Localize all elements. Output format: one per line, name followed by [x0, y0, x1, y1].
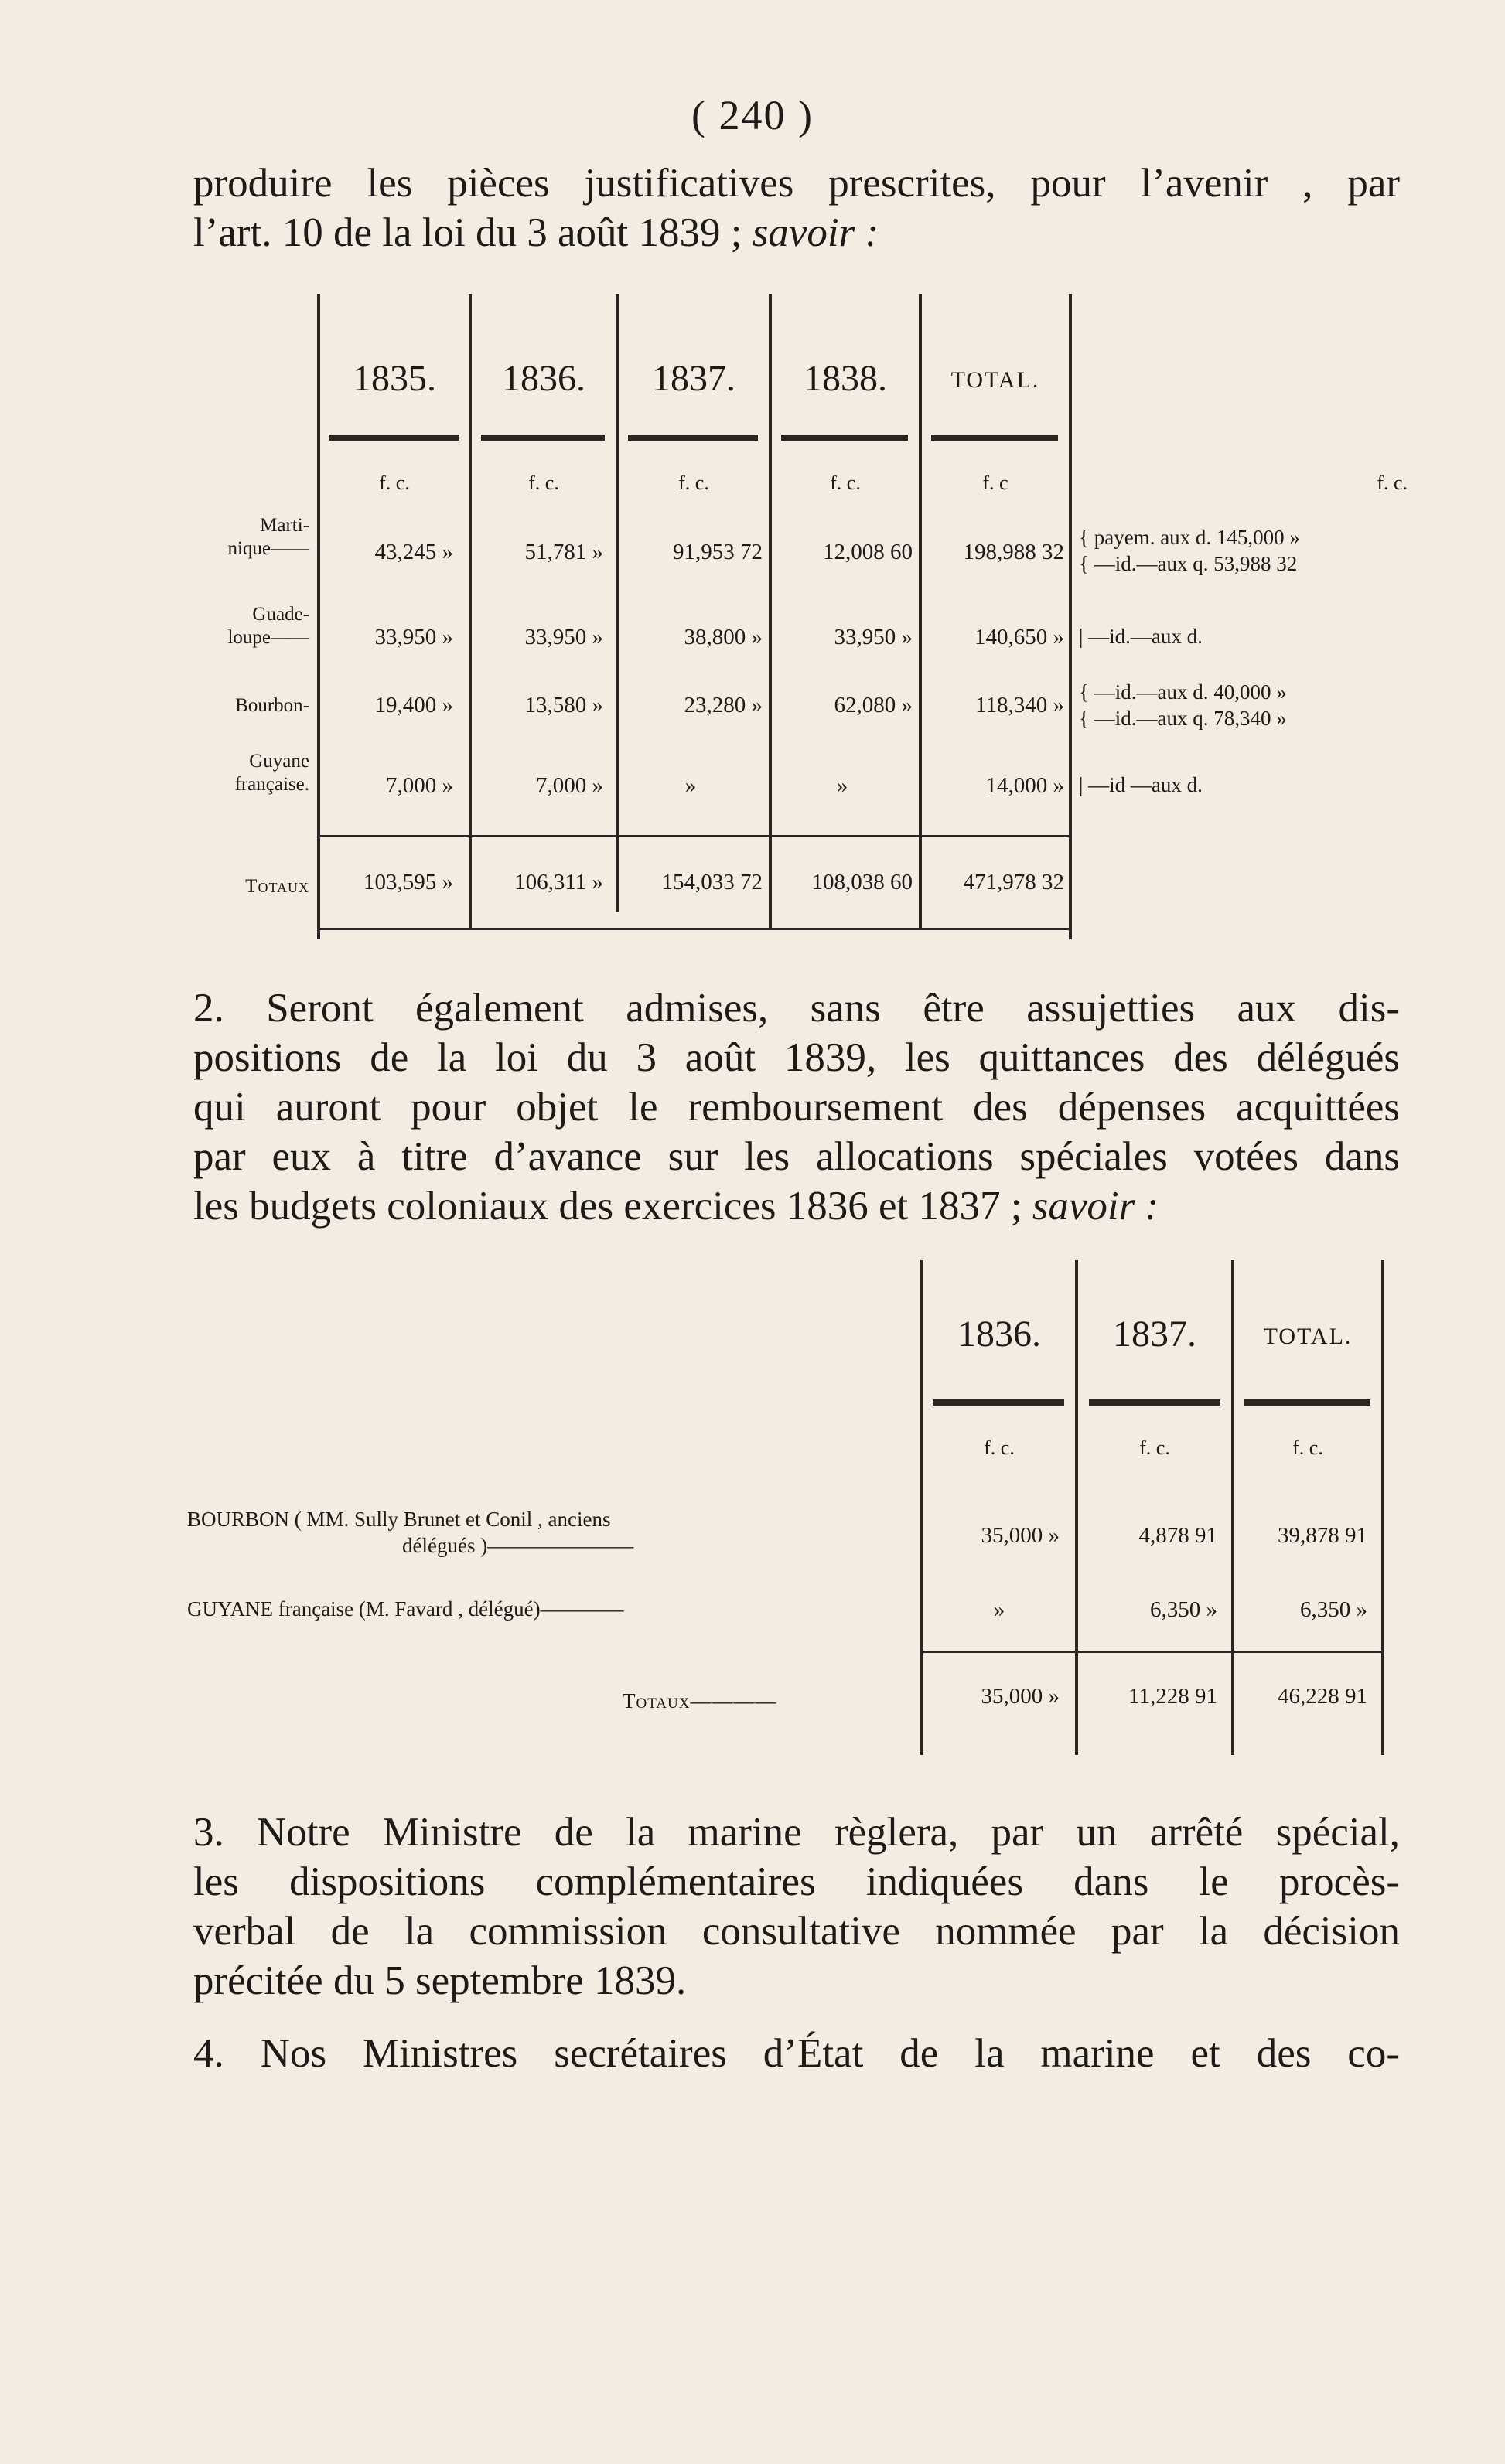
table-cell: 43,245 » — [374, 540, 453, 564]
row-label-line: française. — [234, 774, 309, 795]
article-3-line: précitée du 5 septembre 1839. — [193, 1958, 687, 2003]
totals-cell: 46,228 91 — [1278, 1684, 1367, 1709]
intro-paragraph — [193, 158, 1400, 257]
col-header-1837: 1837. — [652, 358, 735, 399]
article-4-paragraph — [193, 2029, 1400, 2078]
intro-line-2-italic: savoir : — [752, 210, 879, 255]
table-cell: 23,280 » — [684, 693, 763, 717]
totals-cell: 106,311 » — [514, 870, 603, 895]
payment-note: | —id —aux d. — [1079, 773, 1203, 796]
note-text: payem. aux d. 145,000 » — [1094, 526, 1300, 549]
col-header-1836: 1836. — [957, 1314, 1041, 1355]
article-2-line: qui auront pour objet le remboursement des dépenses acquittées — [193, 1085, 1400, 1130]
article-2-line — [193, 1181, 1400, 1231]
article-2-line: 2. Seront également admises, sans être assujetties aux dis- — [193, 986, 1400, 1031]
article-2-italic: savoir : — [1032, 1184, 1159, 1229]
col-header-1838: 1838. — [804, 358, 887, 399]
col-header-total: TOTAL. — [1263, 1324, 1353, 1349]
intro-line-1: produire les pièces justificatives prescrites, pour l’avenir , par — [193, 161, 1400, 206]
header-rule — [933, 1399, 1064, 1406]
unit-label: f. c — [982, 472, 1008, 494]
totals-cell: 154,033 72 — [661, 870, 763, 895]
row-label-guyane — [178, 750, 309, 796]
unit-label: f. c. — [830, 472, 861, 494]
row-label-line: Guyane — [249, 751, 309, 772]
note-text: —id —aux d. — [1088, 773, 1203, 796]
article-2-line: par eux à titre d’avance sur les allocations spéciales votées dans — [193, 1134, 1400, 1179]
payment-note: { —id.—aux q. 78,340 » — [1079, 707, 1287, 730]
table-cell: » — [684, 773, 697, 798]
article-2-paragraph — [193, 983, 1400, 1231]
table-cell: 33,950 » — [374, 625, 453, 649]
row-label-guadeloupe — [178, 603, 309, 649]
totals-label: Totaux———— — [623, 1689, 777, 1713]
article-3-line: les dispositions complémentaires indiquées dans le procès- — [193, 1859, 1400, 1904]
table-cell: 35,000 » — [981, 1523, 1060, 1548]
row-label-line: nique—— — [227, 538, 309, 559]
table-cell: 19,400 » — [374, 693, 453, 717]
totals-rule — [923, 1651, 1381, 1653]
note-text: —id.—aux d. — [1088, 625, 1203, 648]
table-bottom-rule — [320, 928, 1069, 930]
col-header-1835: 1835. — [353, 358, 436, 399]
row-label-bourbon — [178, 694, 309, 717]
row-label-martinique — [178, 514, 309, 561]
table-cell: 7,000 » — [536, 773, 603, 798]
table-cell: » — [836, 773, 848, 798]
header-rule — [1244, 1399, 1370, 1406]
col-header-total: TOTAL. — [950, 367, 1040, 393]
table-cell: 33,950 » — [524, 625, 603, 649]
note-text: —id.—aux q. 53,988 32 — [1094, 552, 1298, 575]
table-cell: 140,650 » — [974, 625, 1064, 649]
row-label-bourbon: BOURBON ( MM. Sully Brunet et Conil , anciens — [187, 1508, 611, 1531]
article-4-line: 4. Nos Ministres secrétaires d’État de la marine et des co- — [193, 2031, 1400, 2076]
row-label-line: Guade- — [252, 604, 309, 625]
intro-line-2-text: l’art. 10 de la loi du 3 août 1839 ; — [193, 210, 752, 255]
header-rule — [481, 435, 605, 441]
table-cell: » — [993, 1597, 1005, 1622]
totals-label: Totaux — [245, 876, 309, 897]
totals-cell: 11,228 91 — [1128, 1684, 1217, 1709]
expense-table-1835-1838 — [178, 294, 1408, 939]
article-3-paragraph — [193, 1808, 1400, 2006]
unit-label: f. c. — [984, 1436, 1015, 1459]
table-cell: 4,878 91 — [1138, 1523, 1217, 1548]
totals-cell: 108,038 60 — [811, 870, 913, 895]
col-header-1837: 1837. — [1113, 1314, 1196, 1355]
header-rule — [329, 435, 459, 441]
header-rule — [628, 435, 758, 441]
intro-line-2 — [193, 208, 1400, 257]
table-cell: 51,781 » — [524, 540, 603, 564]
table-cell: 38,800 » — [684, 625, 763, 649]
header-rule — [781, 435, 908, 441]
row-label-guyane: GUYANE française (M. Favard , délégué)———— — [187, 1597, 624, 1621]
totals-rule — [320, 835, 1069, 837]
table-cell: 14,000 » — [985, 773, 1064, 798]
totals-cell: 35,000 » — [981, 1684, 1060, 1709]
header-rule — [931, 435, 1058, 441]
article-3-line: 3. Notre Ministre de la marine règlera, par un arrêté spécial, — [193, 1810, 1400, 1855]
table-cell: 91,953 72 — [673, 540, 763, 564]
unit-label: f. c. — [1377, 472, 1408, 494]
row-label-bourbon-cont: délégués )——————— — [402, 1534, 634, 1557]
unit-label: f. c. — [1292, 1436, 1323, 1459]
article-3-line: verbal de la commission consultative nommée par la décision — [193, 1909, 1400, 1954]
note-text: —id.—aux d. 40,000 » — [1094, 680, 1287, 704]
table-cell: 12,008 60 — [823, 540, 913, 564]
table-cell: 6,350 » — [1150, 1597, 1217, 1622]
article-2-line-text: les budgets coloniaux des exercices 1836 et 1837 ; — [193, 1184, 1032, 1229]
article-2-line: positions de la loi du 3 août 1839, les quittances des délégués — [193, 1035, 1400, 1080]
payment-note: { payem. aux d. 145,000 » — [1079, 526, 1300, 549]
table-rule — [1381, 1260, 1384, 1755]
table-cell: 118,340 » — [975, 693, 1064, 717]
payment-note: { —id.—aux d. 40,000 » — [1079, 680, 1287, 704]
totals-cell: 471,978 32 — [963, 870, 1064, 895]
note-text: —id.—aux q. 78,340 » — [1094, 707, 1287, 730]
row-label-line: loupe—— — [227, 627, 309, 648]
unit-label: f. c. — [678, 472, 709, 494]
header-rule — [1089, 1399, 1220, 1406]
row-label-line: Bourbon- — [235, 695, 309, 716]
table-rule — [1069, 294, 1072, 939]
unit-label: f. c. — [379, 472, 410, 494]
payment-note: | —id.—aux d. — [1079, 625, 1203, 648]
totals-cell: 103,595 » — [363, 870, 453, 895]
table-cell: 7,000 » — [386, 773, 453, 798]
table-cell: 198,988 32 — [963, 540, 1064, 564]
table-cell: 13,580 » — [524, 693, 603, 717]
unit-label: f. c. — [528, 472, 559, 494]
page-number: ( 240 ) — [691, 92, 814, 138]
unit-label: f. c. — [1139, 1436, 1170, 1459]
table-cell: 33,950 » — [834, 625, 913, 649]
delegates-reimbursement-table — [178, 1260, 1408, 1755]
col-header-1836: 1836. — [502, 358, 585, 399]
table-cell: 39,878 91 — [1278, 1523, 1367, 1548]
table-cell: 62,080 » — [834, 693, 913, 717]
table-cell: 6,350 » — [1300, 1597, 1367, 1622]
row-label-line: Marti- — [260, 515, 309, 536]
payment-note: { —id.—aux q. 53,988 32 — [1079, 552, 1298, 575]
